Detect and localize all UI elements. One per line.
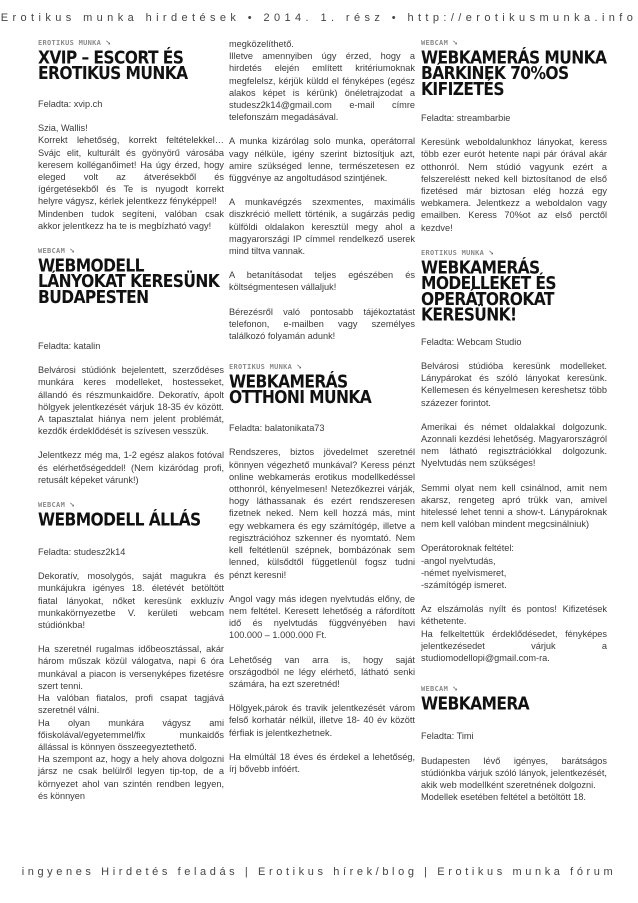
ad-title[interactable]: WEBKAMERÁS MUNKA BÁRKINEK 70%OS KIFIZETÉS — [421, 47, 607, 100]
ad-text: Amerikai és német oldalakkal dolgozunk. Azonnali kezdési lehetőség. Magyarországról nem látható regisztrációkkal dolgozunk. Nyelvtudás nem szükséges! — [421, 421, 607, 469]
ad-text: Angol vagy más idegen nyelvtudás előny, de nem feltétel. Keresett lehetőség a ráfordított idő és nyelvtudás függvényében havi 100.000 – 1.000.000 Ft. — [229, 593, 415, 641]
column-3 — [421, 38, 607, 803]
ad-poster: Feladta: xvip.ch — [38, 99, 103, 109]
category-tag: WEBCAM ➘ — [421, 684, 458, 694]
ad-text: Ha szeretnél rugalmas időbeosztással, akár három műszak közül válogatva, napi 6 óra munkával a piacon is versenyképes fizetésre szert tenni. — [38, 644, 224, 691]
ad-text: Belvárosi stúdiónk bejelentett, szerződéses munkára keres modelleket, hostesseket, állandó és részmunkaidőre. Dekoratív, ápolt hölgyek jelentkezését várjuk 18-35 év között. A tapasztalat hiánya nem jelent problémát, kezdők érdeklődését is szívesen vesszük. — [38, 365, 224, 437]
ad-text: Modellek esetében feltétel a betöltött 18. — [421, 792, 586, 803]
arrow-icon: ➘ — [452, 38, 458, 47]
ad-text: Az elszámolás nyílt és pontos! Kifizetések kéthetente. — [421, 604, 607, 627]
ad-poster: Feladta: streambarbie — [421, 113, 511, 123]
ad-poster: Feladta: Timi — [421, 731, 474, 742]
category-tag: WEBCAM ➘ — [38, 246, 75, 256]
ad-text: Illetve amennyiben úgy érzed, hogy a hirdetés elején említett kritériumoknak megfelelsz, kérjük küldd el fényképes (egész alakos képet is kérünk) önéletrajzodat a studesz2k14@gmail.com e-mail címre telefonszám megadásával. — [229, 51, 415, 123]
column-1 — [38, 38, 224, 802]
ad-text: Jelentkezz még ma, 1-2 egész alakos fotóval és elérhetőségeddel! (Nem kizáródag profi, retusált képeket várunk!) — [38, 450, 224, 485]
page-header: Erotikus munka hirdetések • 2014. 1. rész • http://erotikusmunka.info — [0, 12, 638, 24]
ad-text: Ha szempont az, hogy a hely ahova dolgozni jársz ne csak belülről legyen tip-top, de a környezet ahol van szintén rendben legyen, és könnyen — [38, 754, 224, 801]
ad-text: Ha elmúltál 18 éves és érdekel a lehetőség, írj bővebb infóért. — [229, 751, 415, 774]
ad-text: megközelíthető. — [229, 39, 294, 49]
arrow-icon: ➘ — [105, 38, 111, 47]
arrow-icon: ➘ — [296, 362, 302, 372]
ad-text: Hölgyek,párok és travik jelentkezését várom felső korhatár nélkül, illetve 18- 40 év között férfiak is jelentkezhetnek. — [229, 703, 415, 738]
list-item: Operátoroknak feltétel: — [421, 543, 514, 554]
list-item: -német nyelvismeret, — [421, 567, 507, 578]
ad-text: Keresünk weboldalunkhoz lányokat, keress több ezer eurót hetente napi pár órával akár otthonról. Nem stúdió vagyunk ezért a felszereléstt neked kell biztosítanod de első fizetésed már biztosan elég hozzá egy webkamera. Jelentkezz a weboldalon vagy emailben. Keress 70%ot az első perctől kezdve! — [421, 137, 607, 233]
category-tag: WEBCAM ➘ — [421, 38, 458, 47]
ad-text: Korrekt lehetőség, korrekt feltételekkel… Svájc elit, kulturált és gyönyörű városába keresem kolléganőimet! Ha úgy érzed, hogy eleged volt az átverésekből és ígérgetésekből és Te is nyugodt korrekt helyre vágysz, kérlek jelentkezz fényképpel! — [38, 135, 224, 207]
ad-poster: Feladta: balatonikata73 — [229, 423, 325, 434]
ad-text: A munka kizárólag solo munka, operátorral vagy nélküle, igény szerint biztosítjuk azt, amire szükséged lenne, természetesen ez függvénye az angoltudásod szintjének. — [229, 136, 415, 184]
ad-text: A betanításodat teljes egészében és költségmentesen vállaljuk! — [229, 270, 415, 293]
ad-title[interactable]: WEBKAMERÁS MODELLEKET ÉS OPERÁTOROKAT KERESÜNK! — [421, 257, 556, 325]
ad-title[interactable]: XVIP – ESCORT ÉS EROTIKUS MUNKA — [38, 47, 188, 84]
ad-text: Lehetőség van arra is, hogy saját országodból ne légy elérhető, látható senki számára, ha ezt szeretnéd! — [229, 654, 415, 689]
ad-text: A munkavégzés szexmentes, maximális diszkréció mellett történik, a sugárzás pedig külföldi oldalakon keresztül megy ahol a magyarországi IP címmel rendelkező userek mind tiltva vannak. — [229, 197, 415, 257]
ad-text: Ha valóban fiatalos, profi csapat tagjává szeretnél válni. — [38, 693, 224, 716]
list-item: -angol nyelvtudás, — [421, 555, 496, 566]
ad-text: Belvárosi stúdióba keresünk modelleket. Lánypárokat és szóló lányokat keresünk. Kellemesen és kényelmesen kereshetsz több százezer forintot. — [421, 361, 607, 408]
ad-title[interactable]: WEBKAMERÁS OTTHONI MUNKA — [229, 372, 372, 408]
category-tag: EROTIKUS MUNKA ➘ — [229, 362, 302, 372]
page-footer[interactable]: ingyenes Hirdetés feladás | Erotikus hírek/blog | Erotikus munka fórum — [21, 866, 617, 878]
category-tag: EROTIKUS MUNKA ➘ — [38, 38, 111, 47]
column-2 — [229, 38, 415, 775]
arrow-icon: ➘ — [452, 684, 458, 694]
requirements-list — [421, 542, 607, 591]
ad-poster: Feladta: studesz2k14 — [38, 547, 126, 558]
category-tag: EROTIKUS MUNKA ➘ — [421, 247, 494, 257]
ad-text: Budapesten lévő igényes, barátságos stúdiónkba várjuk szóló lányok, jelentkezését, akik web modellként szeretnének dolgozni. — [421, 755, 607, 790]
list-item: -számítógép ismeret. — [421, 580, 507, 591]
category-tag: WEBCAM ➘ — [38, 500, 75, 510]
ad-text: Ha felkeltettük érdeklődésedet, fényképes jelentkezésedet várjuk a studiomodellopi@gmail.com-ra. — [421, 628, 607, 664]
ad-text: Ha olyan munkára vágysz ami főiskolával/egyetemmel/fix munkaidős állással is könnyen összeegyeztethető. — [38, 717, 224, 752]
ad-text: Rendszeres, biztos jövedelmet szeretnél könnyen végezhető munkával? Keress pénzt online webkamerás erotikus modellkedéssel otthonról, kényelmesen! Netezőkezrei várják, hogy láthassanak és ezért rendszeresen fizetnek neked. Nem kell hozzá más, mint egy webkamera és egy számítógép, illetve a regisztrációhoz szkenner és nyomtató. Nem kell feltétlenül szépnek, bombázónak sem lenned, külsődtől függetlenül fogsz tudni pénzt keresni! — [229, 447, 415, 580]
ad-text: Szia, Wallis! — [38, 123, 88, 134]
ad-text: Mindenben tudok segíteni, valóban csak akkor jelentkezz ha te is megbízható vagy! — [38, 208, 224, 231]
ad-poster: Feladta: katalin — [38, 341, 101, 352]
ad-title[interactable]: WEBMODELL ÁLLÁS — [38, 509, 201, 530]
ad-title[interactable]: WEBMODELL LÁNYOKAT KERESÜNK BUDAPESTEN — [38, 255, 220, 308]
arrow-icon: ➘ — [69, 246, 75, 256]
arrow-icon: ➘ — [488, 247, 494, 257]
ad-poster: Feladta: Webcam Studio — [421, 336, 522, 347]
arrow-icon: ➘ — [69, 500, 75, 510]
ad-text: Semmi olyat nem kell csinálnod, amit nem akarsz, rengeteg apró trükk van, amivel hitelessé lehet tenni a show-t. Lánypároknak nem kell valóban mindent megcsinálniuk) — [421, 482, 607, 530]
ad-title[interactable]: WEBKAMERA — [421, 694, 530, 715]
ad-text: Bérezésről való pontosabb tájékoztatást telefonon, e-mailben vagy személyes találkozó folyamán adunk! — [229, 306, 415, 342]
ad-text: Dekoratív, mosolygós, saját magukra és munkájukra igényes 18. életévét betöltött fiatal lányokat, nőket keresünk exkluzív munkakörnyezetbe V. kerületi webcam stúdiónkba! — [38, 571, 224, 631]
